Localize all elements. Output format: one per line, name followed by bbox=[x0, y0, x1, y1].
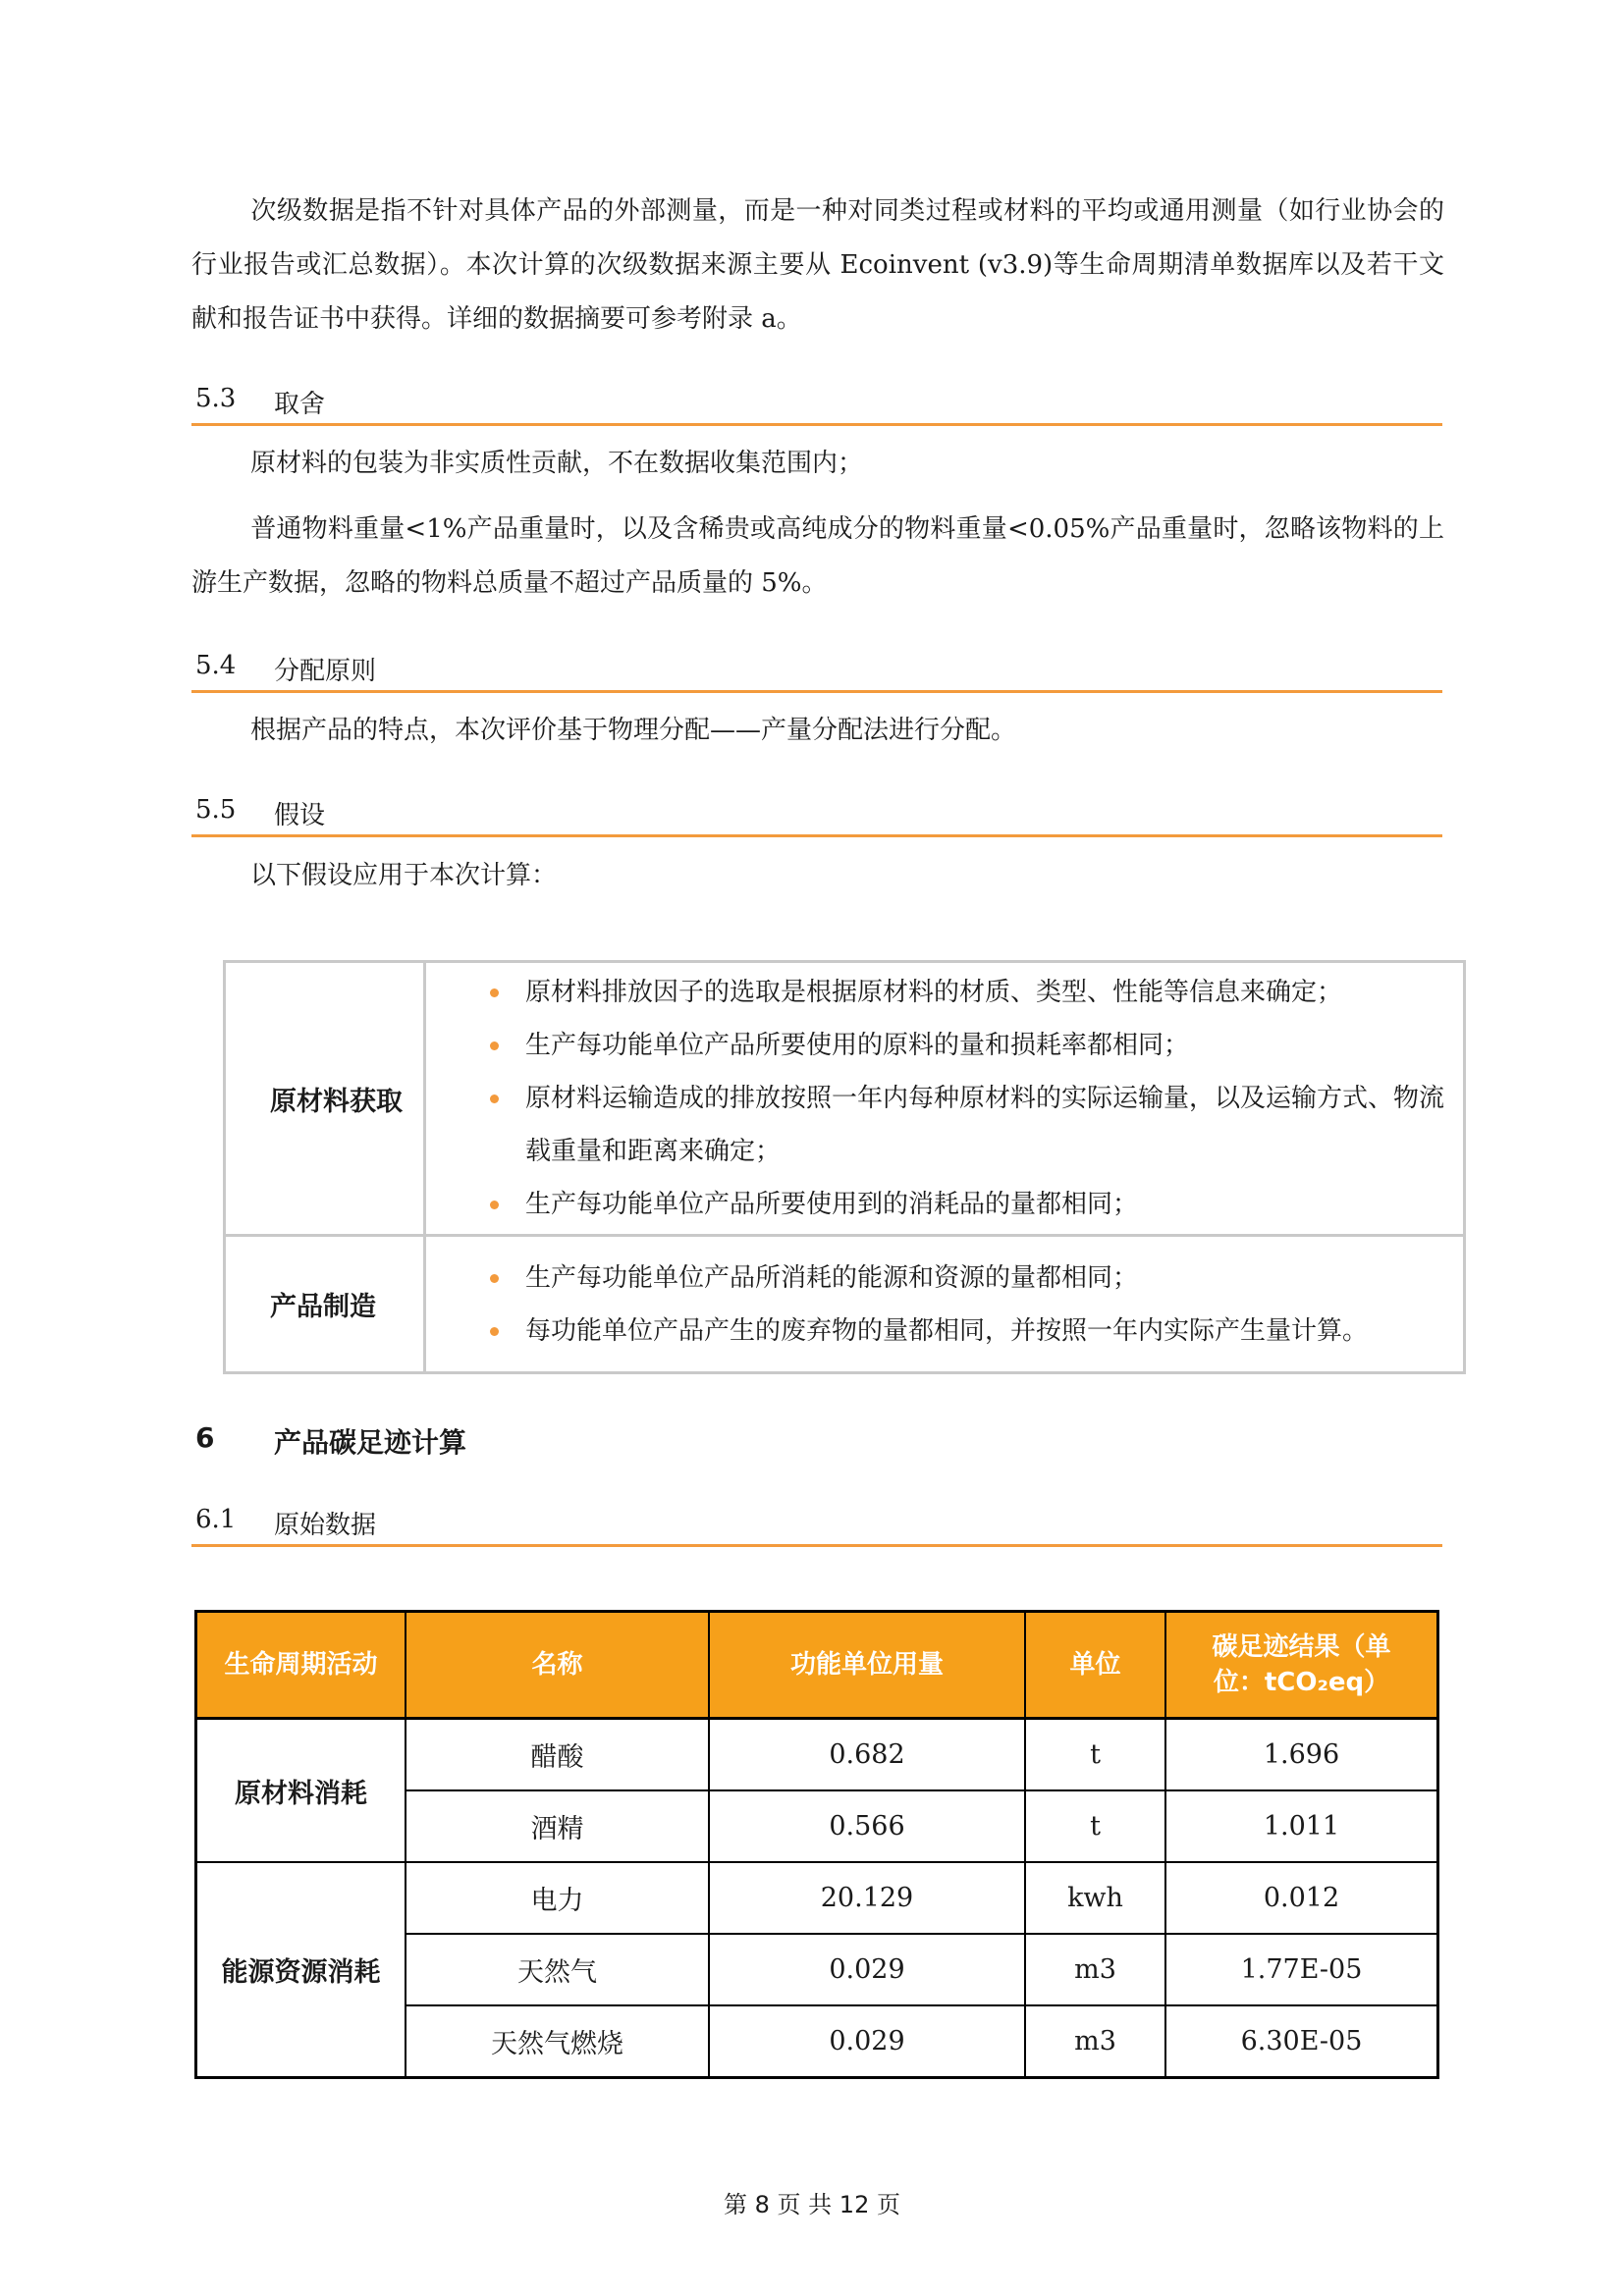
result-cell: 1.011 bbox=[1165, 1790, 1438, 1862]
intro-paragraph bbox=[191, 185, 1444, 347]
result-cell: 6.30E-05 bbox=[1165, 2005, 1438, 2078]
list-item: 原材料排放因子的选取是根据原材料的材质、类型、性能等信息来确定； bbox=[427, 966, 1452, 1019]
column-header: 名称 bbox=[406, 1612, 709, 1719]
assumption-category: 原材料获取 bbox=[225, 962, 425, 1236]
section-heading-5-5 bbox=[191, 795, 1442, 837]
assumptions-table bbox=[223, 960, 1466, 1374]
assumption-row bbox=[225, 1236, 1465, 1373]
assumption-items-cell bbox=[425, 962, 1465, 1236]
usage-cell: 0.029 bbox=[709, 1934, 1025, 2005]
unit-cell: m3 bbox=[1025, 2005, 1165, 2078]
column-header: 生命周期活动 bbox=[196, 1612, 406, 1719]
assumption-list bbox=[427, 964, 1462, 1233]
list-item: 生产每功能单位产品所要使用的原料的量和损耗率都相同； bbox=[427, 1019, 1452, 1072]
usage-cell: 0.682 bbox=[709, 1719, 1025, 1791]
unit-cell: kwh bbox=[1025, 1862, 1165, 1934]
column-header: 功能单位用量 bbox=[709, 1612, 1025, 1719]
section-number: 6 bbox=[195, 1421, 215, 1454]
sec53-paragraph-1: 原材料的包装为非实质性贡献，不在数据收集范围内； bbox=[250, 449, 864, 478]
list-item: 每功能单位产品产生的废弃物的量都相同，并按照一年内实际产生量计算。 bbox=[427, 1305, 1452, 1358]
section-number: 5.4 bbox=[195, 651, 237, 680]
result-cell: 1.696 bbox=[1165, 1719, 1438, 1791]
name-cell: 醋酸 bbox=[406, 1719, 709, 1791]
activity-cell: 能源资源消耗 bbox=[196, 1862, 406, 2078]
result-cell: 0.012 bbox=[1165, 1862, 1438, 1934]
sec53-paragraph-2-text: 普通物料重量<1%产品重量时，以及含稀贵或高纯成分的物料重量<0.05%产品重量时，忽略该物料的上游生产数据，忽略的物料总质量不超过产品质量的 5%。 bbox=[191, 514, 1444, 598]
bullet-icon bbox=[490, 1327, 499, 1336]
table-header-row bbox=[196, 1612, 1438, 1719]
intro-text: 次级数据是指不针对具体产品的外部测量，而是一种对同类过程或材料的平均或通用测量（如行业协会的行业报告或汇总数据）。本次计算的次级数据来源主要从 Ecoinvent (v3.9)等生命周期清单数据库以及若干文献和报告证书中获得。详细的数据摘要可参考附录 a。 bbox=[191, 196, 1444, 334]
bullet-icon bbox=[490, 1095, 499, 1103]
activity-cell: 原材料消耗 bbox=[196, 1719, 406, 1863]
list-item: 生产每功能单位产品所消耗的能源和资源的量都相同； bbox=[427, 1252, 1452, 1305]
page-footer: 第 8 页 共 12 页 bbox=[724, 2191, 900, 2218]
sec54-paragraph-1: 根据产品的特点，本次评价基于物理分配——产量分配法进行分配。 bbox=[250, 716, 1017, 745]
usage-cell: 0.029 bbox=[709, 2005, 1025, 2078]
list-item: 原材料运输造成的排放按照一年内每种原材料的实际运输量，以及运输方式、物流载重量和距离来确定； bbox=[427, 1072, 1452, 1178]
section-title: 分配原则 bbox=[274, 657, 377, 686]
usage-cell: 20.129 bbox=[709, 1862, 1025, 1934]
section-heading-6-1 bbox=[191, 1505, 1442, 1547]
section-title: 原始数据 bbox=[274, 1511, 377, 1540]
assumption-items-cell bbox=[425, 1236, 1465, 1373]
section-title: 假设 bbox=[274, 801, 326, 830]
result-cell: 1.77E-05 bbox=[1165, 1934, 1438, 2005]
name-cell: 天然气燃烧 bbox=[406, 2005, 709, 2078]
unit-cell: t bbox=[1025, 1719, 1165, 1791]
section-heading-6 bbox=[195, 1421, 467, 1459]
bullet-icon bbox=[490, 1274, 499, 1283]
section-heading-5-3 bbox=[191, 384, 1442, 426]
assumption-category: 产品制造 bbox=[225, 1236, 425, 1373]
section-number: 5.5 bbox=[195, 795, 237, 825]
bullet-icon bbox=[490, 1041, 499, 1050]
column-header: 单位 bbox=[1025, 1612, 1165, 1719]
sec53-paragraph-2 bbox=[191, 503, 1444, 611]
raw-data-table bbox=[194, 1610, 1439, 2079]
unit-cell: m3 bbox=[1025, 1934, 1165, 2005]
section-title: 产品碳足迹计算 bbox=[274, 1426, 467, 1459]
unit-cell: t bbox=[1025, 1790, 1165, 1862]
section-number: 6.1 bbox=[195, 1505, 237, 1534]
name-cell: 天然气 bbox=[406, 1934, 709, 2005]
usage-cell: 0.566 bbox=[709, 1790, 1025, 1862]
sec55-paragraph-1: 以下假设应用于本次计算： bbox=[250, 861, 558, 890]
table-row bbox=[196, 1862, 1438, 1934]
section-title: 取舍 bbox=[274, 390, 326, 419]
name-cell: 电力 bbox=[406, 1862, 709, 1934]
section-number: 5.3 bbox=[195, 384, 237, 413]
bullet-icon bbox=[490, 988, 499, 997]
list-item: 生产每功能单位产品所要使用到的消耗品的量都相同； bbox=[427, 1178, 1452, 1231]
section-heading-5-4 bbox=[191, 651, 1442, 693]
table-row bbox=[196, 1719, 1438, 1791]
bullet-icon bbox=[490, 1201, 499, 1209]
assumption-list bbox=[427, 1250, 1462, 1360]
name-cell: 酒精 bbox=[406, 1790, 709, 1862]
column-header: 碳足迹结果（单位：tCO₂eq） bbox=[1165, 1612, 1438, 1719]
assumption-row bbox=[225, 962, 1465, 1236]
